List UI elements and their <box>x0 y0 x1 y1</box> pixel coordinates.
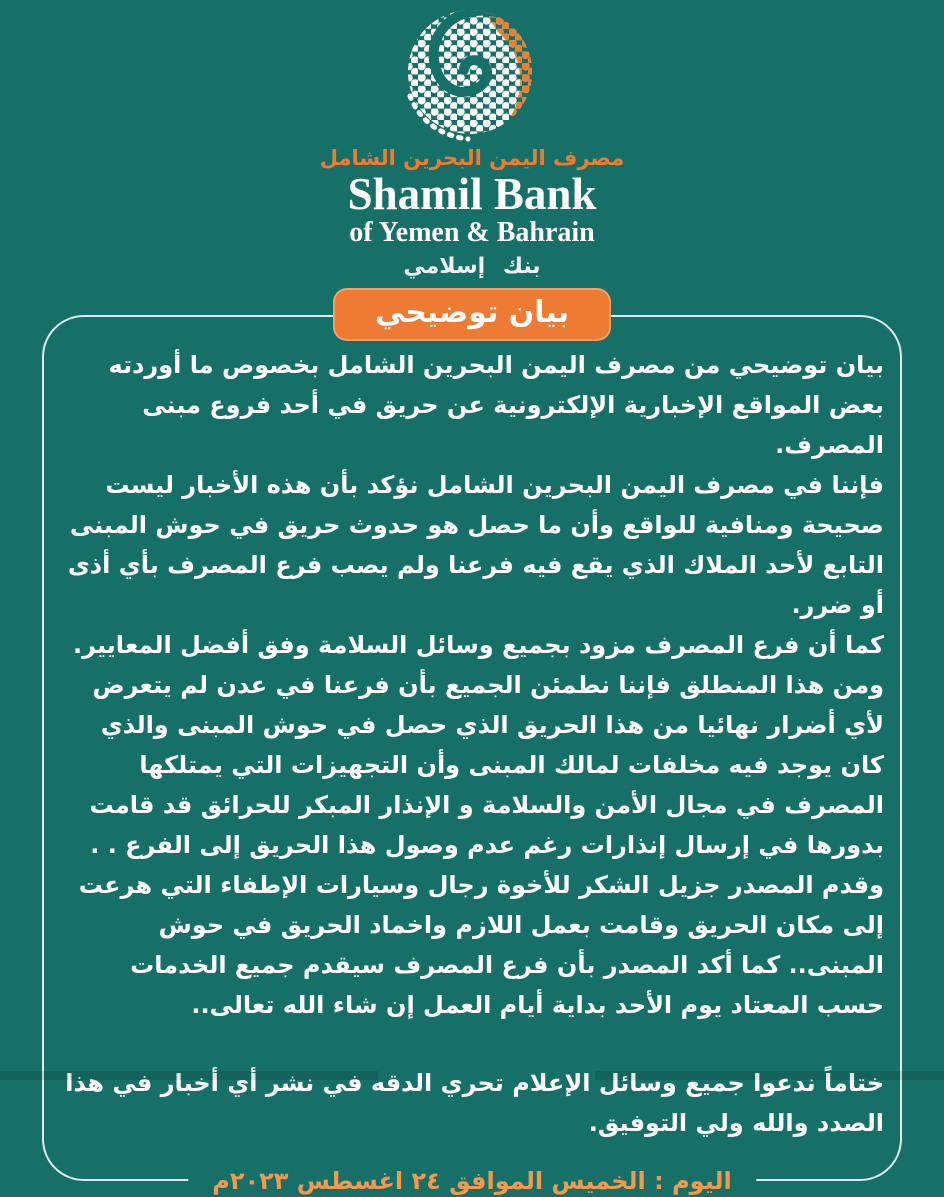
bank-name-arabic: مصرف اليمن البحرين الشامل <box>319 146 625 170</box>
statement-badge: بيان توضيحي <box>333 288 611 341</box>
statement-closing-paragraph: ختاماً ندعوا جميع وسائل الإعلام تحري الدقه في نشر أي أخبار في هذا الصدد والله ولي التوفيق. <box>65 1069 884 1138</box>
statement-paragraph: بيان توضيحي من مصرف اليمن البحرين الشامل بخصوص ما أوردته بعض المواقع الإخبارية الإلكترونية عن حريق في أحد فروع مبنى المصرف. <box>108 351 884 460</box>
statement-date: اليوم : الخميس الموافق ٢٤ اغسطس ٢٠٢٣م <box>188 1165 756 1197</box>
bank-subtitle-english: of Yemen & Bahrain <box>349 216 595 248</box>
statement-paragraph: وقدم المصدر جزيل الشكر للأخوة رجال وسيارات الإطفاء التي هرعت إلى مكان الحريق وقامت بعمل اللازم واخماد الحريق في حوش المبنى.. كما أكد المصدر بأن فرع المصرف سيقدم جميع الخدمات حسب المعتاد يوم الأحد بداية أيام العمل إن شاء الله تعالى.. <box>78 871 884 1020</box>
statement-paragraph: ومن هذا المنطلق فإننا نطمئن الجميع بأن فرعنا في عدن لم يتعرض لأي أضرار نهائيا من هذا الحريق الذي حصل في حوش المبنى والذي كان يوجد فيه مخلفات لمالك المبنى وأن التجهيزات التي يمتلكها المصرف في مجال الأمن والسلامة و الإنذار المبكر للحرائق قد قامت بدورها في إرسال إنذارات رغم عدم وصول هذا الحريق إلى الفرع . . <box>89 671 884 860</box>
bank-name-english: Shamil Bank <box>347 169 597 219</box>
bank-tagline-arabic: بنك إسلامي <box>403 254 541 280</box>
statement-box <box>42 315 902 1196</box>
statement-paragraph: كما أن فرع المصرف مزود بجميع وسائل السلامة وفق أفضل المعايير. <box>72 631 884 660</box>
bank-globe-icon <box>392 6 552 144</box>
statement-badge-row <box>0 288 944 341</box>
bottom-edge-strip-left <box>0 1071 378 1080</box>
bank-header <box>0 0 944 279</box>
bottom-edge-strip-right <box>595 1071 944 1080</box>
statement-paragraph: فإننا في مصرف اليمن البحرين الشامل نؤكد بأن هذه الأخبار ليست صحيحة ومنافية للواقع وأن ما حصل هو حدوث حريق في حوش المبنى التابع لأحد الملاك الذي يقع فيه فرعنا ولم يصب فرع المصرف بأي أذى أو ضرر. <box>67 471 884 620</box>
